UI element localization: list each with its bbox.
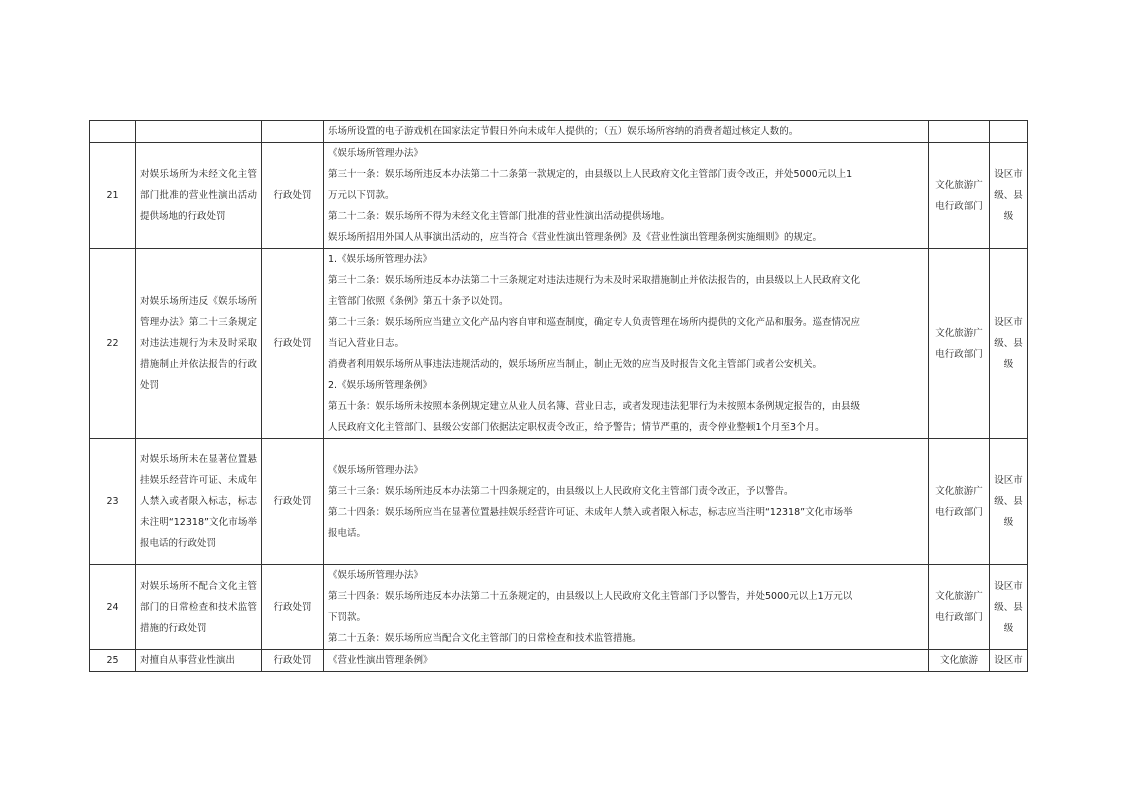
table-row <box>90 650 1028 672</box>
basis-line: 当记入营业日志。 <box>328 338 405 349</box>
item-name: 对娱乐场所不配合文化主管部门的日常检查和技术监管措施的行政处罚 <box>136 565 262 650</box>
basis-line: 下罚款。 <box>328 612 367 623</box>
basis-line: 第五十条：娱乐场所未按照本条例规定建立从业人员名簿、营业日志，或者发现违法犯罪行为未按照本条例规定报告的，由县级 <box>328 401 861 412</box>
basis-line: 乐场所设置的电子游戏机在国家法定节假日外向未成年人提供的；（五）娱乐场所容纳的消费者超过核定人数的。 <box>328 126 799 137</box>
basis-line: 第二十四条：娱乐场所应当在显著位置悬挂娱乐经营许可证、未成年人禁入或者限入标志，标志应当注明“12318”文化市场举 <box>328 506 853 518</box>
basis-line: 第三十四条：娱乐场所违反本办法第二十五条规定的，由县级以上人民政府文化主管部门予以警告，并处5000元以上1万元以 <box>328 591 853 602</box>
jurisdiction-level: 设区市级、县级 <box>990 565 1028 650</box>
jurisdiction-level: 设区市级、县级 <box>990 249 1028 439</box>
basis-line: 第三十三条：娱乐场所违反本办法第二十四条规定的，由县级以上人民政府文化主管部门责令改正，予以警告。 <box>328 485 794 497</box>
basis-line: 《娱乐场所管理办法》 <box>328 570 424 581</box>
legal-basis <box>324 249 929 439</box>
basis-line: 主管部门依照《条例》第五十条予以处罚。 <box>328 296 509 307</box>
row-number: 25 <box>90 650 136 672</box>
legal-basis <box>324 121 929 143</box>
table-row <box>90 143 1028 249</box>
row-number: 24 <box>90 565 136 650</box>
department: 文化旅游广电行政部门 <box>929 249 990 439</box>
department: 文化旅游 <box>929 650 990 672</box>
department: 文化旅游广电行政部门 <box>929 439 990 565</box>
basis-line: 第二十二条：娱乐场所不得为未经文化主管部门批准的营业性演出活动提供场地。 <box>328 211 671 222</box>
penalty-type: 行政处罚 <box>262 143 324 249</box>
row-number <box>90 121 136 143</box>
basis-line: 第三十二条：娱乐场所违反本办法第二十三条规定对违法违规行为未及时采取措施制止并依法报告的，由县级以上人民政府文化 <box>328 275 861 286</box>
penalty-type: 行政处罚 <box>262 565 324 650</box>
jurisdiction-level: 设区市 <box>990 650 1028 672</box>
legal-basis <box>324 143 929 249</box>
basis-line: 《娱乐场所管理办法》 <box>328 464 424 476</box>
penalty-type <box>262 121 324 143</box>
department: 文化旅游广电行政部门 <box>929 565 990 650</box>
jurisdiction-level: 设区市级、县级 <box>990 143 1028 249</box>
item-name <box>136 121 262 143</box>
row-number: 22 <box>90 249 136 439</box>
basis-line: 娱乐场所招用外国人从事演出活动的，应当符合《营业性演出管理条例》及《营业性演出管理条例实施细则》的规定。 <box>328 232 823 243</box>
basis-line: 万元以下罚款。 <box>328 190 395 201</box>
basis-line: 《娱乐场所管理办法》 <box>328 148 424 159</box>
row-number: 21 <box>90 143 136 249</box>
table-row <box>90 565 1028 650</box>
penalty-table <box>89 120 1028 672</box>
item-name: 对擅自从事营业性演出 <box>136 650 262 672</box>
basis-line: 第二十五条：娱乐场所应当配合文化主管部门的日常检查和技术监管措施。 <box>328 633 642 644</box>
basis-line: 第二十三条：娱乐场所应当建立文化产品内容自审和巡查制度，确定专人负责管理在场所内提供的文化产品和服务。巡查情况应 <box>328 317 861 328</box>
item-name: 对娱乐场所违反《娱乐场所管理办法》第二十三条规定对违法违规行为未及时采取措施制止并依法报告的行政处罚 <box>136 249 262 439</box>
basis-line: 人民政府文化主管部门、县级公安部门依据法定职权责令改正，给予警告；情节严重的，责令停业整顿1个月至3个月。 <box>328 422 825 433</box>
department <box>929 121 990 143</box>
legal-basis <box>324 650 929 672</box>
basis-line: 消费者利用娱乐场所从事违法违规活动的，娱乐场所应当制止，制止无效的应当及时报告文化主管部门或者公安机关。 <box>328 359 823 370</box>
table-row <box>90 249 1028 439</box>
row-number: 23 <box>90 439 136 565</box>
item-name: 对娱乐场所未在显著位置悬挂娱乐经营许可证、未成年人禁入或者限入标志，标志未注明“12318”文化市场举报电话的行政处罚 <box>136 439 262 565</box>
jurisdiction-level: 设区市级、县级 <box>990 439 1028 565</box>
basis-line: 2.《娱乐场所管理条例》 <box>328 380 433 391</box>
penalty-type: 行政处罚 <box>262 650 324 672</box>
jurisdiction-level <box>990 121 1028 143</box>
legal-basis <box>324 439 929 565</box>
penalty-type: 行政处罚 <box>262 249 324 439</box>
basis-line: 报电话。 <box>328 527 367 539</box>
basis-line: 《营业性演出管理条例》 <box>328 655 433 666</box>
penalty-type: 行政处罚 <box>262 439 324 565</box>
department: 文化旅游广电行政部门 <box>929 143 990 249</box>
basis-line: 第三十一条：娱乐场所违反本办法第二十二条第一款规定的，由县级以上人民政府文化主管部门责令改正，并处5000元以上1 <box>328 169 853 180</box>
table-row <box>90 121 1028 143</box>
basis-line: 1.《娱乐场所管理办法》 <box>328 254 433 265</box>
item-name: 对娱乐场所为未经文化主管部门批准的营业性演出活动提供场地的行政处罚 <box>136 143 262 249</box>
legal-basis <box>324 565 929 650</box>
table-row <box>90 439 1028 565</box>
